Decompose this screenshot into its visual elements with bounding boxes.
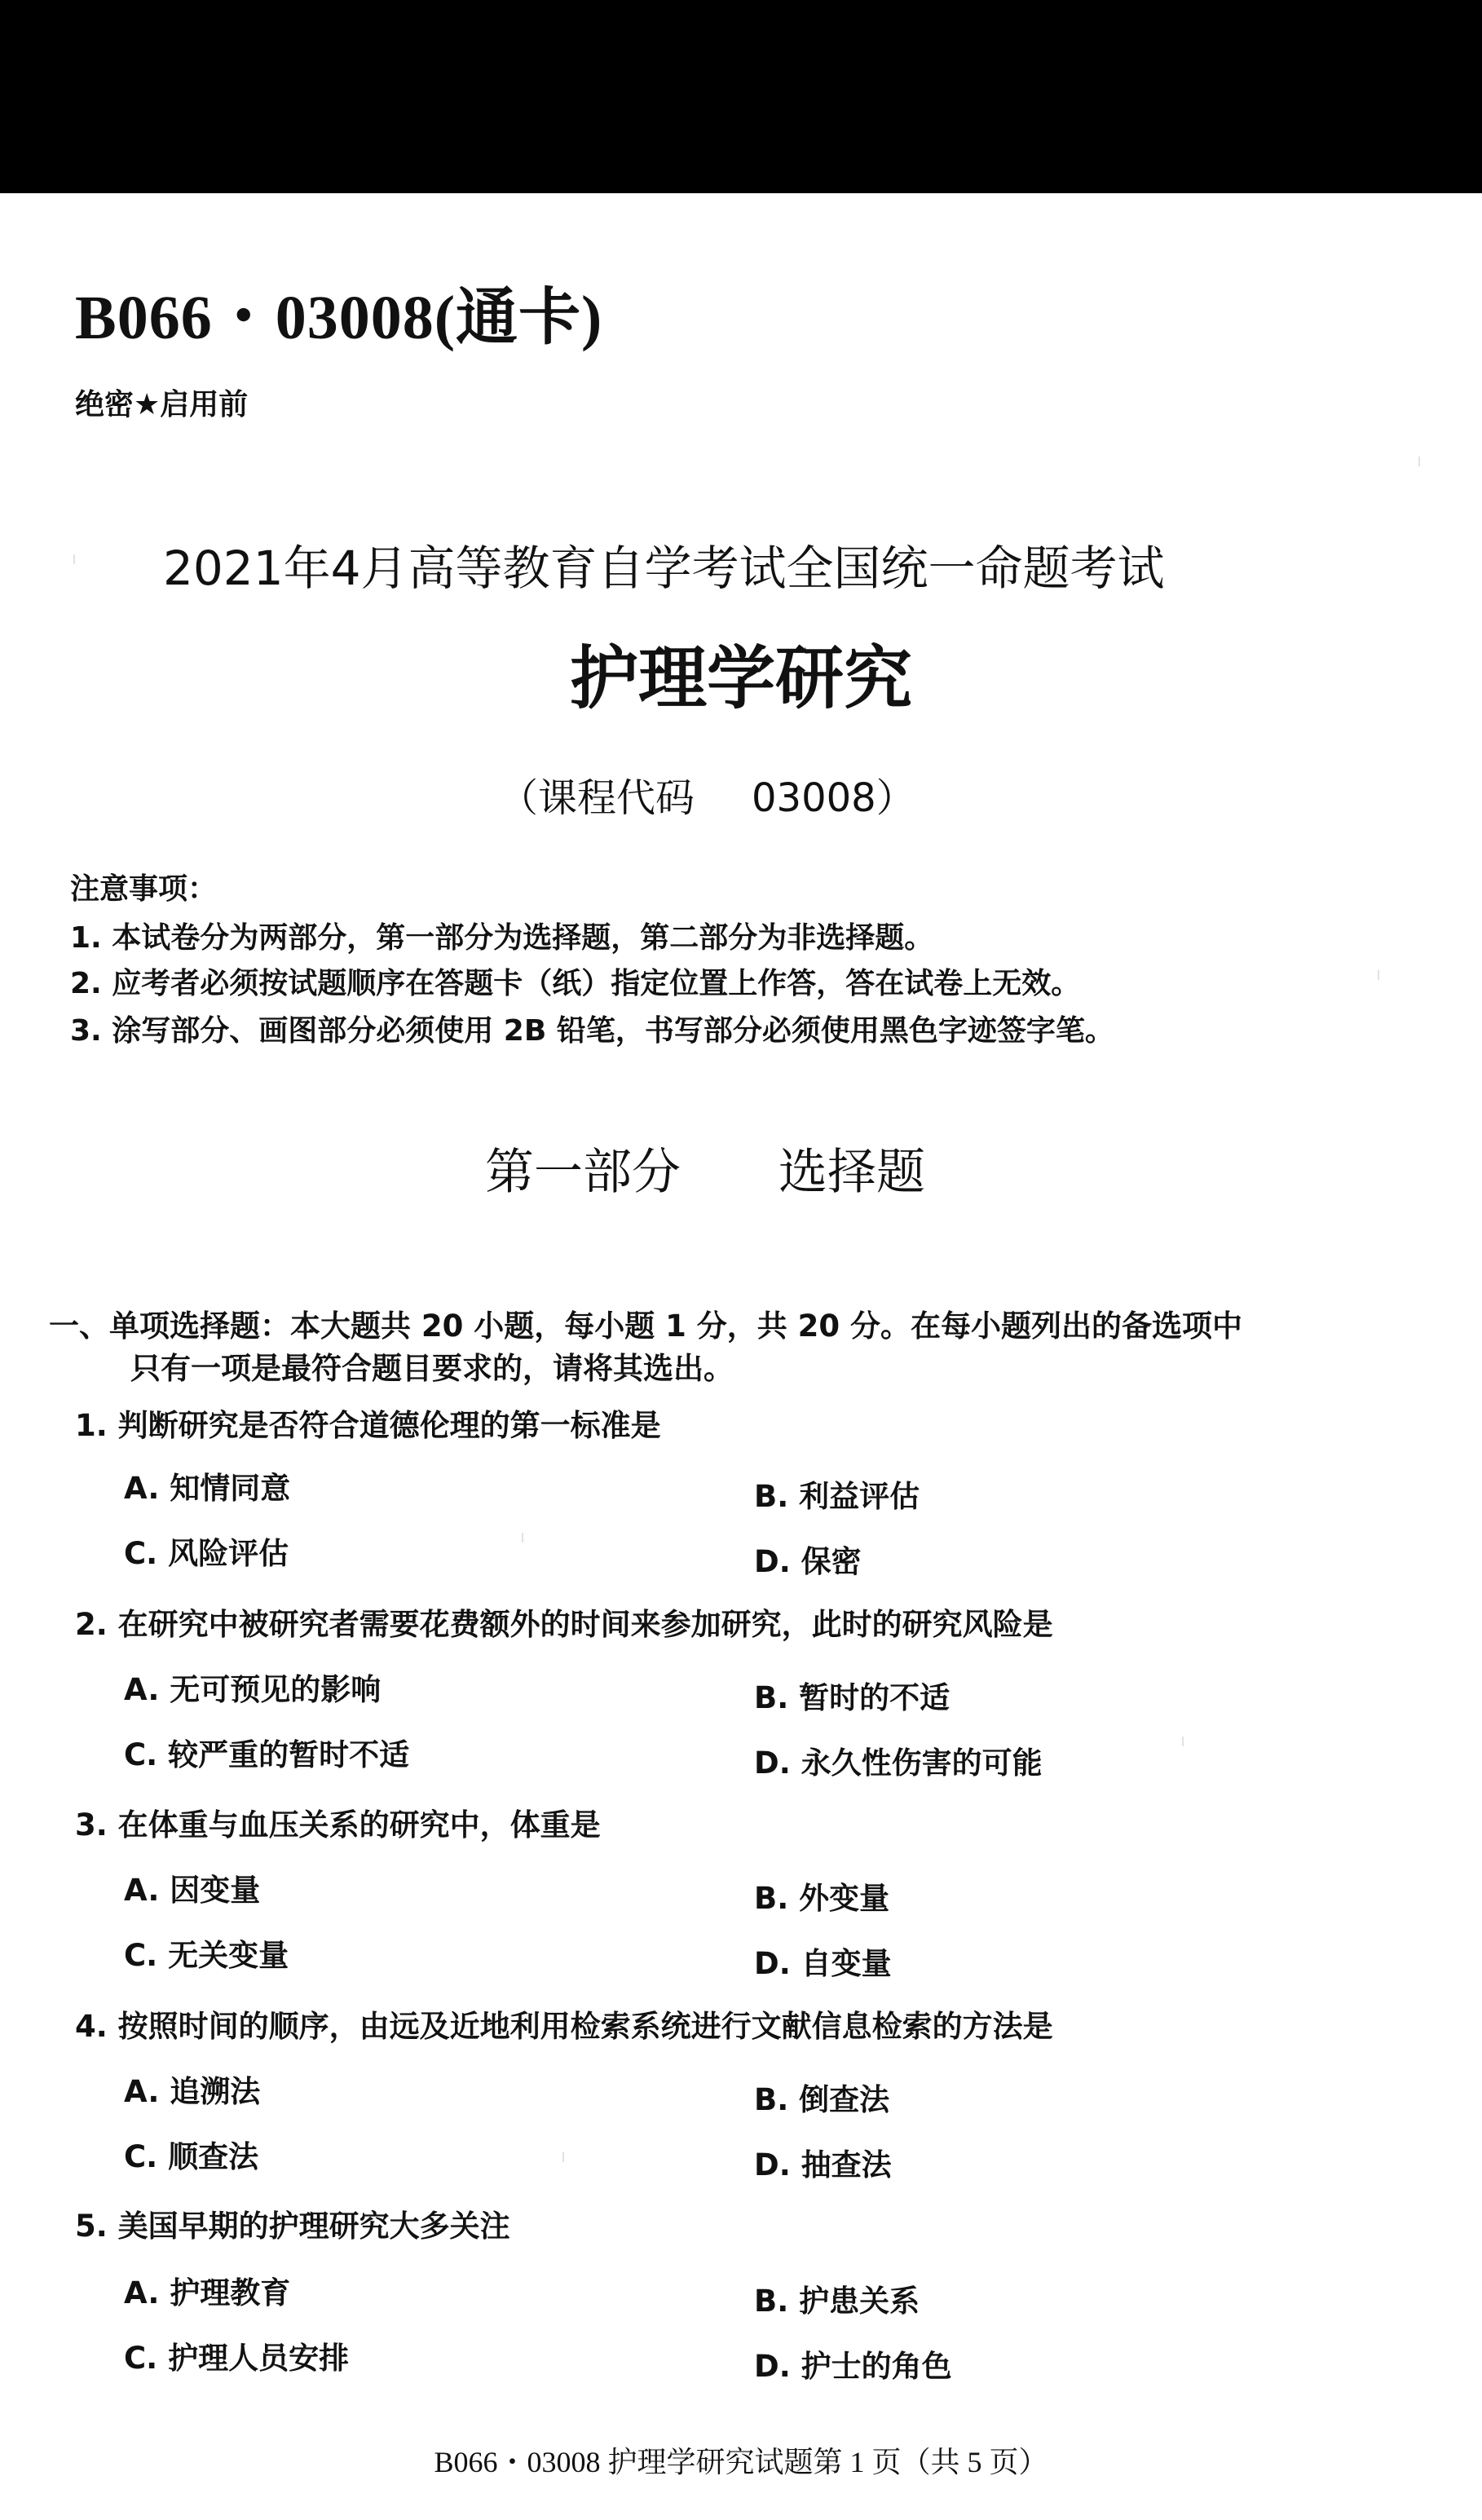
question-5-option-a: A. 护理教育: [124, 2275, 291, 2310]
scan-speck: [73, 554, 75, 564]
question-2-option-a: A. 无可预见的影响: [124, 1672, 382, 1707]
scan-speck: [1182, 1737, 1184, 1746]
scan-speck: [1378, 970, 1379, 980]
paper-code: B066・03008(通卡): [75, 284, 603, 352]
question-4-option-a: A. 追溯法: [124, 2074, 261, 2109]
question-1-option-c: C. 风险评估: [124, 1536, 289, 1571]
question-5-option-d: D. 护士的角色: [754, 2349, 952, 2384]
question-1-option-b: B. 利益评估: [754, 1479, 920, 1514]
question-4-stem: 4. 按照时间的顺序，由远及近地利用检索系统进行文献信息检索的方法是: [75, 2009, 1053, 2044]
question-3-option-a: A. 因变量: [124, 1873, 261, 1908]
course-code-label: （课程代码: [499, 775, 695, 821]
question-1-option-a: A. 知情同意: [124, 1471, 291, 1506]
notice-title: 注意事项：: [70, 872, 218, 906]
course-title: 护理学研究: [569, 638, 912, 718]
question-4-option-b: B. 倒查法: [754, 2082, 890, 2117]
question-3-option-b: B. 外变量: [754, 1881, 890, 1916]
notice-item-1: 1. 本试卷分为两部分，第一部分为选择题，第二部分为非选择题。: [70, 921, 934, 955]
question-2-option-d: D. 永久性伤害的可能: [754, 1745, 1043, 1781]
scan-speck: [562, 2152, 564, 2162]
scan-black-margin: [0, 0, 1482, 193]
part-heading: [485, 1133, 925, 1203]
section-instruction-line-2: 只有一项是最符合题目要求的，请将其选出。: [130, 1351, 734, 1386]
question-3-option-c: C. 无关变量: [124, 1938, 289, 1973]
question-1-option-d: D. 保密: [754, 1544, 862, 1579]
question-2-stem: 2. 在研究中被研究者需要花费额外的时间来参加研究，此时的研究风险是: [75, 1607, 1053, 1642]
question-3-option-d: D. 自变量: [754, 1946, 892, 1981]
part-label: 第一部分: [485, 1144, 681, 1201]
question-5-option-c: C. 护理人员安排: [124, 2341, 350, 2376]
course-code: [499, 766, 915, 823]
question-4-option-d: D. 抽查法: [754, 2147, 892, 2182]
question-4-option-c: C. 顺查法: [124, 2139, 259, 2174]
notice-item-2: 2. 应考者必须按试题顺序在答题卡（纸）指定位置上作答，答在试卷上无效。: [70, 967, 1081, 1000]
part-name: 选择题: [778, 1144, 925, 1201]
question-1-stem: 1. 判断研究是否符合道德伦理的第一标准是: [75, 1408, 661, 1443]
question-2-option-c: C. 较严重的暂时不适: [124, 1737, 410, 1772]
course-code-value: 03008）: [752, 775, 915, 821]
page-footer: B066・03008 护理学研究试题第 1 页（共 5 页）: [434, 2446, 1048, 2478]
question-5-stem: 5. 美国早期的护理研究大多关注: [75, 2209, 510, 2244]
secret-label: 绝密★启用前: [75, 388, 249, 421]
scan-speck: [1418, 457, 1420, 466]
scan-speck: [522, 1533, 523, 1542]
exam-title: 2021年4月高等教育自学考试全国统一命题考试: [163, 541, 1165, 596]
question-5-option-b: B. 护患关系: [754, 2284, 920, 2319]
question-2-option-b: B. 暂时的不适: [754, 1680, 951, 1715]
section-instruction-line-1: 一、单项选择题：本大题共 20 小题，每小题 1 分，共 20 分。在每小题列出的备选项中: [49, 1309, 1243, 1344]
question-3-stem: 3. 在体重与血压关系的研究中，体重是: [75, 1807, 601, 1843]
notice-item-3: 3. 涂写部分、画图部分必须使用 2B 铅笔，书写部分必须使用黑色字迹签字笔。: [70, 1014, 1114, 1048]
